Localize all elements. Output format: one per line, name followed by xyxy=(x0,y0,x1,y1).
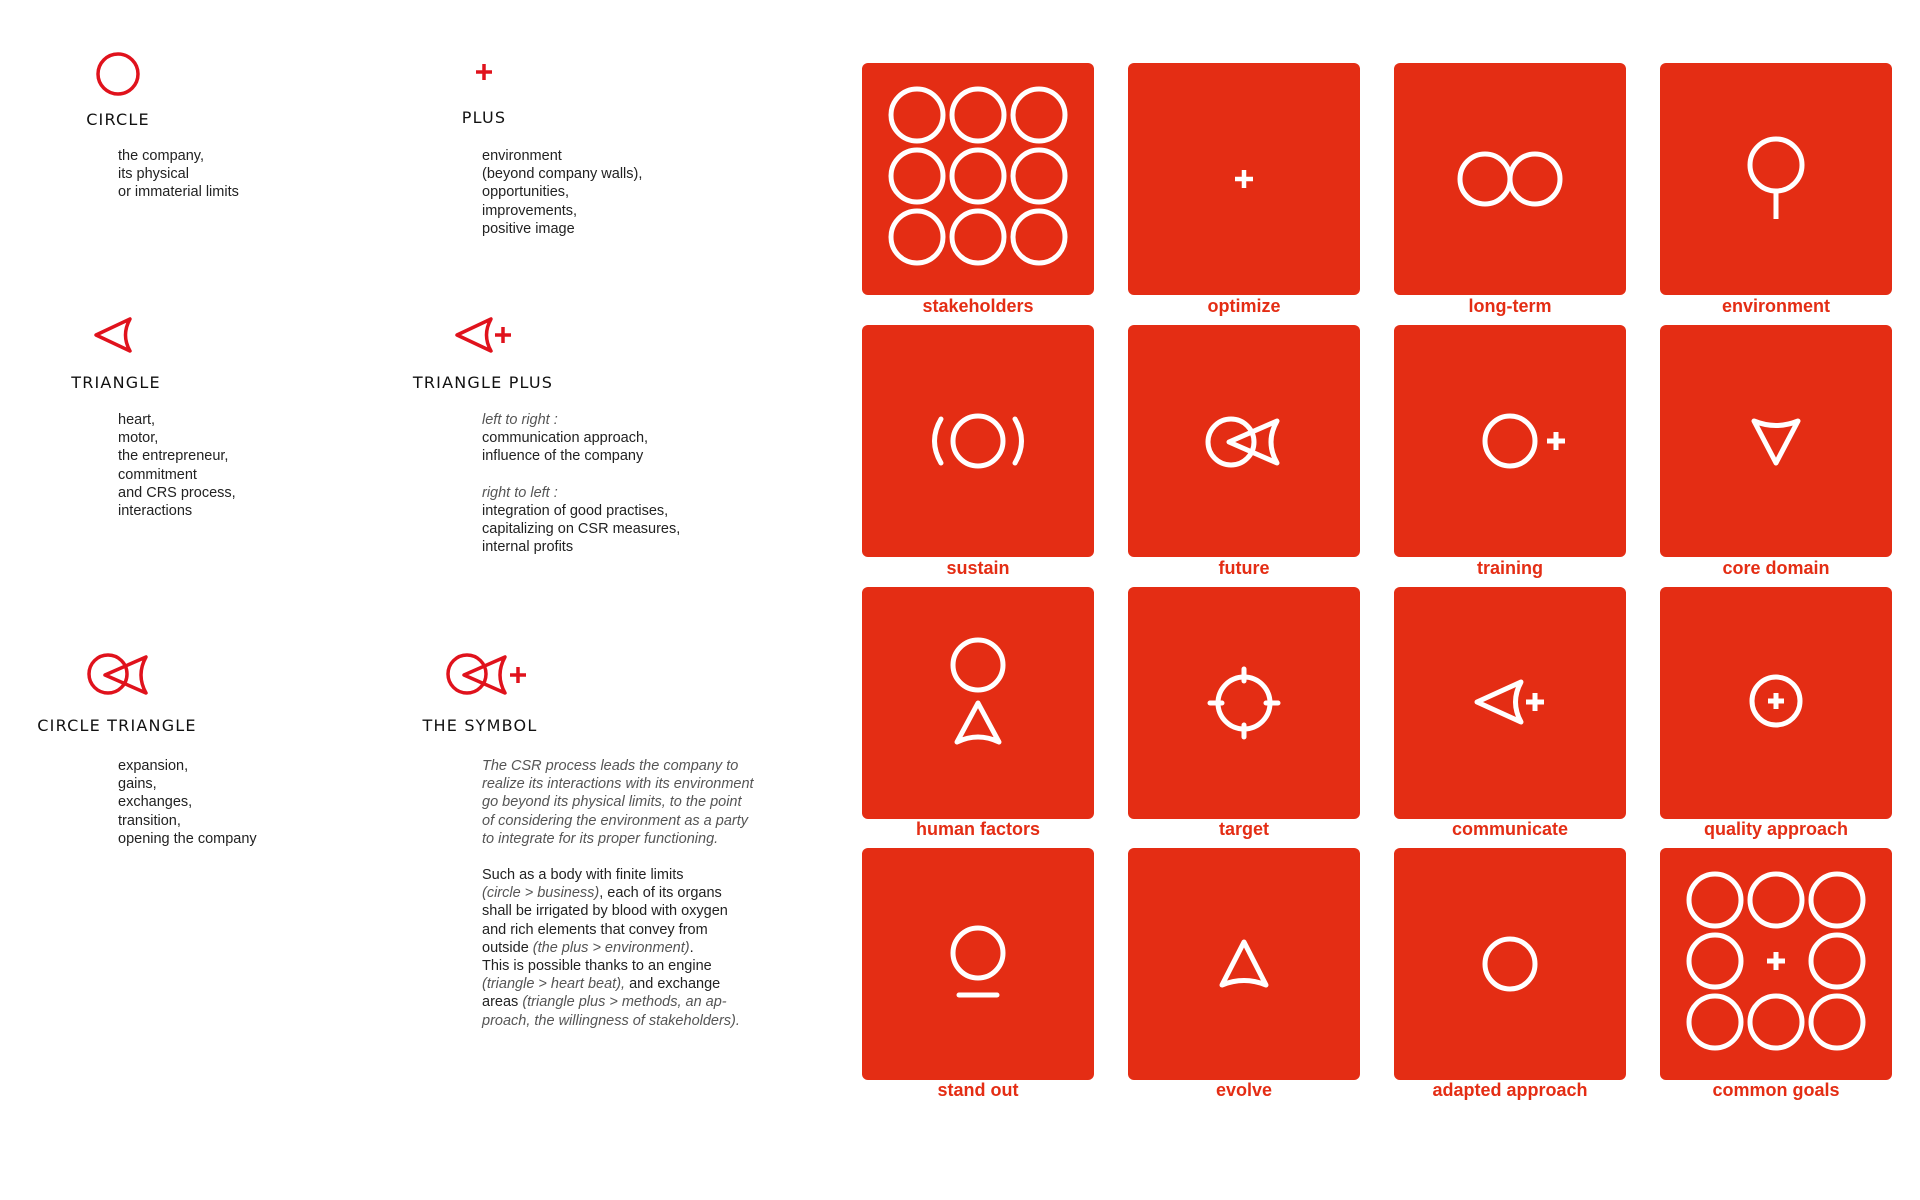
desc-line xyxy=(482,993,754,1011)
tile-human-factors xyxy=(862,587,1094,819)
tile-long-term xyxy=(1394,63,1626,295)
tile-label-core-domain: core domain xyxy=(1722,558,1830,578)
desc-line: of considering the environment as a party xyxy=(482,812,748,829)
desc-line: (beyond company walls), xyxy=(482,166,643,183)
desc-line: improvements, xyxy=(482,202,578,219)
desc-line: transition, xyxy=(118,812,181,829)
tile-label-environment: environment xyxy=(1721,296,1831,316)
desc-line xyxy=(482,939,754,957)
tile-optimize xyxy=(1128,63,1360,295)
desc-line xyxy=(482,884,754,902)
desc-line: opening the company xyxy=(118,830,257,847)
tile-quality-approach xyxy=(1660,587,1892,819)
desc-line: and rich elements that convey from xyxy=(482,921,708,938)
desc-line: the entrepreneur, xyxy=(118,448,229,465)
desc-line: or immaterial limits xyxy=(118,184,239,201)
desc-italic: (triangle > heart beat), xyxy=(482,976,626,993)
desc-line: shall be irrigated by blood with oxygen xyxy=(482,903,728,920)
desc-line: opportunities, xyxy=(482,184,570,201)
tile-label-communicate: communicate xyxy=(1451,819,1569,839)
desc-line: the company, xyxy=(118,148,204,164)
tile-label-target: target xyxy=(1218,819,1269,839)
desc-line: motor, xyxy=(118,430,159,447)
tile-label-evolve: evolve xyxy=(1215,1080,1273,1100)
desc-line: interactions xyxy=(118,503,193,520)
desc-text: and exchange xyxy=(625,976,721,993)
desc-line: Such as a body with finite limits xyxy=(482,867,684,884)
desc-label-ltr: left to right : xyxy=(482,412,558,428)
glossary-desc-circle-triangle xyxy=(118,757,257,848)
desc-line: This is possible thanks to an engine xyxy=(482,958,712,975)
desc-line: exchanges, xyxy=(118,794,193,811)
glossary-title-circle: CIRCLE xyxy=(86,110,150,129)
tile-label-stand-out: stand out xyxy=(937,1080,1019,1100)
desc-text: outside xyxy=(482,939,533,956)
tile-label-quality-approach: quality approach xyxy=(1703,819,1849,839)
tile-label-sustain: sustain xyxy=(946,558,1010,578)
desc-line: The CSR process leads the company to xyxy=(482,758,739,774)
circles-around-plus-icon xyxy=(1660,848,1892,1080)
desc-line: commitment xyxy=(118,466,197,483)
tile-label-human-factors: human factors xyxy=(915,819,1041,839)
glossary-desc-circle xyxy=(118,147,239,202)
tile-training xyxy=(1394,325,1626,557)
tile-adapted-approach xyxy=(1394,848,1626,1080)
tile-common-goals xyxy=(1660,848,1892,1080)
tile-label-adapted-approach: adapted approach xyxy=(1432,1080,1588,1100)
circle-underline-icon xyxy=(862,848,1094,1080)
tile-label-stakeholders: stakeholders xyxy=(922,296,1034,316)
desc-italic: (circle > business) xyxy=(482,885,600,902)
glossary-title-circle-triangle: CIRCLE TRIANGLE xyxy=(37,716,197,735)
desc-line: capitalizing on CSR measures, xyxy=(482,521,681,538)
tile-core-domain xyxy=(1660,325,1892,557)
tile-target xyxy=(1128,587,1360,819)
tile-label-training: training xyxy=(1477,558,1543,578)
circle-plus-icon xyxy=(1394,325,1626,557)
desc-line: integration of good practises, xyxy=(482,502,669,519)
tile-label-optimize: optimize xyxy=(1207,296,1281,316)
tile-communicate xyxy=(1394,587,1626,819)
desc-line: positive image xyxy=(482,220,575,237)
glossary-title-triangle-plus: TRIANGLE PLUS xyxy=(412,373,554,392)
tile-label-future: future xyxy=(1218,558,1270,578)
glossary-desc-triangle xyxy=(118,411,236,520)
desc-text: , each of its organs xyxy=(599,885,722,902)
desc-line: go beyond its physical limits, to the point xyxy=(482,794,742,811)
glossary-desc-plus xyxy=(482,147,642,238)
desc-line: influence of the company xyxy=(482,448,644,465)
desc-line: proach, the willingness of stakeholders). xyxy=(482,1012,740,1029)
plus-in-circle-icon xyxy=(1660,587,1892,819)
desc-line xyxy=(482,975,754,993)
desc-line: to integrate for its proper functioning. xyxy=(482,830,719,847)
glossary-title-plus: PLUS xyxy=(461,108,507,127)
symbol-icon xyxy=(444,650,530,700)
tile-label-common-goals: common goals xyxy=(1712,1080,1840,1100)
circle-icon xyxy=(95,51,141,97)
tile-future xyxy=(1128,325,1360,557)
glossary-desc-symbol xyxy=(482,757,754,1030)
desc-italic: (triangle plus > methods, an ap- xyxy=(522,994,727,1011)
desc-text: areas xyxy=(482,994,523,1011)
desc-line: expansion, xyxy=(118,758,189,774)
tile-sustain xyxy=(862,325,1094,557)
desc-line: environment xyxy=(482,148,562,164)
circle-stem-icon xyxy=(1660,63,1892,295)
desc-line: communication approach, xyxy=(482,430,649,447)
small-plus-icon xyxy=(1128,63,1360,295)
desc-line: its physical xyxy=(118,166,189,183)
circle-brackets-icon xyxy=(862,325,1094,557)
tile-label-long-term: long-term xyxy=(1468,296,1552,316)
desc-line: internal profits xyxy=(482,539,574,556)
tile-stakeholders xyxy=(862,63,1094,295)
desc-label-rtl: right to left : xyxy=(482,484,558,501)
desc-line: heart, xyxy=(118,412,156,428)
tile-evolve xyxy=(1128,848,1360,1080)
plus-icon xyxy=(474,62,494,82)
triangle-plus-icon xyxy=(1394,587,1626,819)
crosshair-icon xyxy=(1128,587,1360,819)
up-triangle-icon xyxy=(1128,848,1360,1080)
desc-line: gains, xyxy=(118,776,157,793)
circle-triangle-icon xyxy=(1128,325,1360,557)
down-triangle-icon xyxy=(1660,325,1892,557)
two-circles-icon xyxy=(1394,63,1626,295)
circle-triangle-icon xyxy=(85,650,151,700)
glossary-title-triangle: TRIANGLE xyxy=(71,373,161,392)
circle-over-triangle-icon xyxy=(862,587,1094,819)
desc-line: and CRS process, xyxy=(118,484,236,501)
triangle-icon xyxy=(92,314,138,358)
glossary-title-symbol: THE SYMBOL xyxy=(422,716,538,735)
desc-italic: (the plus > environment) xyxy=(532,939,690,956)
desc-line: realize its interactions with its environment xyxy=(482,776,754,793)
tile-stand-out xyxy=(862,848,1094,1080)
glossary-desc-triangle-plus xyxy=(482,411,680,556)
triangle-plus-icon xyxy=(453,314,515,358)
nine-circles-icon xyxy=(862,63,1094,295)
tile-environment xyxy=(1660,63,1892,295)
desc-text: . xyxy=(689,939,694,956)
single-circle-icon xyxy=(1394,848,1626,1080)
